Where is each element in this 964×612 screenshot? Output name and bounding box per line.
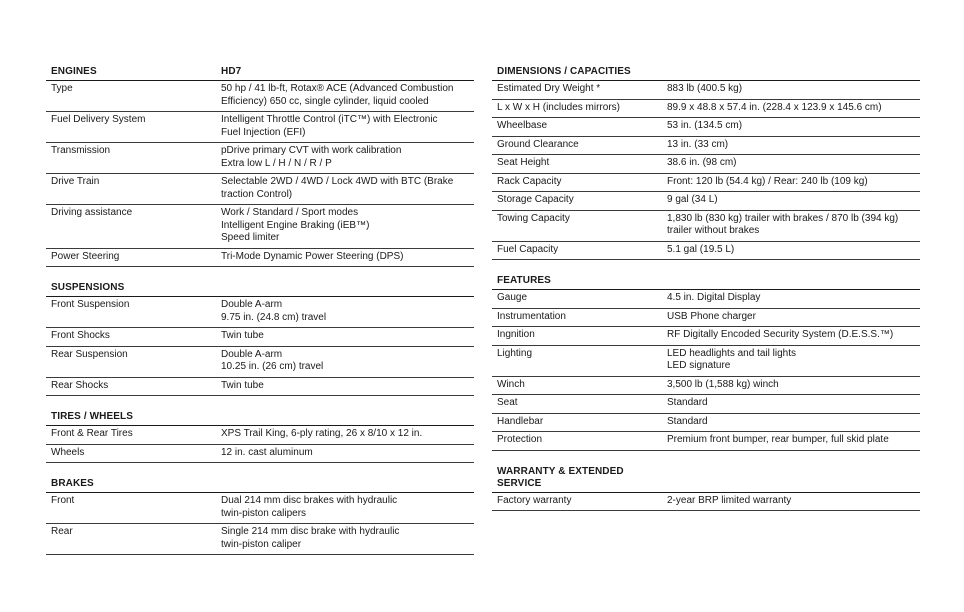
spec-section-warranty-extended-service xyxy=(492,464,920,512)
spec-label: Seat Height xyxy=(497,157,550,168)
spec-value: Standard xyxy=(667,415,708,427)
spec-value: LED headlights and tail lights LED signature xyxy=(667,347,796,371)
spec-label: Wheelbase xyxy=(497,120,548,131)
spec-label: Towing Capacity xyxy=(497,212,570,224)
spec-value: Premium front bumper, rear bumper, full skid plate xyxy=(667,434,889,445)
spec-label: L x W x H (includes mirrors) xyxy=(497,101,620,113)
spec-label: Drive Train xyxy=(51,176,100,187)
section-title: ENGINES xyxy=(51,66,97,77)
spec-row xyxy=(492,290,920,309)
spec-row xyxy=(492,327,920,346)
spec-row xyxy=(492,192,920,211)
spec-value: Intelligent Throttle Control (iTC™) with Electronic Fuel Injection (EFI) xyxy=(221,114,438,138)
spec-section-features xyxy=(492,273,920,451)
spec-row xyxy=(492,395,920,414)
spec-row xyxy=(492,100,920,119)
spec-value: 1,830 lb (830 kg) trailer with brakes / 870 lb (394 kg) trailer without brakes xyxy=(667,212,899,236)
spec-value: Standard xyxy=(667,397,708,408)
spec-row xyxy=(492,155,920,174)
spec-value: 13 in. (33 cm) xyxy=(667,138,729,150)
spec-row xyxy=(46,112,474,143)
spec-value: 3,500 lb (1,588 kg) winch xyxy=(667,378,779,390)
spec-value: Tri-Mode Dynamic Power Steering (DPS) xyxy=(221,250,404,262)
spec-value: 89.9 x 48.8 x 57.4 in. (228.4 x 123.9 x 145.6 cm) xyxy=(667,101,882,113)
section-subtitle: HD7 xyxy=(221,66,242,77)
spec-label: Transmission xyxy=(51,145,111,156)
spec-label: Rear Shocks xyxy=(51,379,109,391)
spec-row xyxy=(492,211,920,242)
section-subtitle xyxy=(221,411,469,423)
spec-row xyxy=(46,378,474,397)
spec-row xyxy=(492,174,920,193)
spec-row xyxy=(46,347,474,378)
spec-label: Gauge xyxy=(497,292,528,303)
section-subtitle xyxy=(667,66,915,78)
spec-value: RF Digitally Encoded Security System (D.E.S.S.™) xyxy=(667,329,894,340)
spec-value: Double A-arm 9.75 in. (24.8 cm) travel xyxy=(221,299,327,323)
spec-value: Work / Standard / Sport modes Intelligent Engine Braking (iEB™) Speed limiter xyxy=(221,207,370,243)
section-title: BRAKES xyxy=(51,478,94,489)
spec-value: Front: 120 lb (54.4 kg) / Rear: 240 lb (109 kg) xyxy=(667,175,868,187)
section-header xyxy=(492,64,920,81)
section-header xyxy=(46,476,474,493)
spec-value: Selectable 2WD / 4WD / Lock 4WD with BTC (Brake traction Control) xyxy=(221,176,454,200)
spec-row xyxy=(46,445,474,464)
spec-label: Power Steering xyxy=(51,250,120,262)
section-header xyxy=(46,409,474,426)
left-spec-column xyxy=(46,64,474,568)
spec-row xyxy=(46,426,474,445)
spec-value: 50 hp / 41 lb-ft, Rotax® ACE (Advanced Combustion Efficiency) 650 cc, single cylinder, liquid cooled xyxy=(221,83,454,107)
spec-row xyxy=(46,297,474,328)
spec-label: Fuel Capacity xyxy=(497,243,559,255)
section-title: FEATURES xyxy=(497,275,551,286)
spec-row xyxy=(46,143,474,174)
section-title: WARRANTY & EXTENDED SERVICE xyxy=(497,465,624,489)
spec-value: 2-year BRP limited warranty xyxy=(667,494,792,506)
spec-label: Protection xyxy=(497,434,543,445)
spec-value: 4.5 in. Digital Display xyxy=(667,292,761,303)
spec-value: pDrive primary CVT with work calibration Extra low L / H / N / R / P xyxy=(221,145,402,169)
spec-section-suspensions xyxy=(46,280,474,396)
section-subtitle xyxy=(221,478,469,490)
spec-label: Lighting xyxy=(497,347,533,359)
spec-value: 5.1 gal (19.5 L) xyxy=(667,243,735,255)
spec-value: Double A-arm 10.25 in. (26 cm) travel xyxy=(221,348,324,372)
section-title: TIRES / WHEELS xyxy=(51,411,133,422)
spec-row xyxy=(492,432,920,451)
spec-section-tires-wheels xyxy=(46,409,474,463)
section-subtitle xyxy=(221,282,469,294)
spec-row xyxy=(46,205,474,249)
spec-row xyxy=(492,309,920,328)
spec-section-dimensions-capacities xyxy=(492,64,920,260)
section-header xyxy=(46,64,474,81)
section-header xyxy=(492,464,920,493)
spec-label: Estimated Dry Weight * xyxy=(497,83,601,94)
section-header xyxy=(492,273,920,290)
spec-label: Driving assistance xyxy=(51,207,133,218)
spec-value: Twin tube xyxy=(221,379,264,391)
spec-value: USB Phone charger xyxy=(667,310,756,322)
spec-label: Seat xyxy=(497,397,518,408)
spec-section-brakes xyxy=(46,476,474,555)
spec-label: Ground Clearance xyxy=(497,138,579,150)
spec-label: Handlebar xyxy=(497,415,544,427)
spec-row xyxy=(46,328,474,347)
spec-row xyxy=(46,493,474,524)
spec-row xyxy=(492,377,920,396)
spec-label: Instrumentation xyxy=(497,310,566,322)
section-title: DIMENSIONS / CAPACITIES xyxy=(497,66,631,77)
spec-value: XPS Trail King, 6-ply rating, 26 x 8/10 x 12 in. xyxy=(221,428,423,439)
spec-value: Dual 214 mm disc brakes with hydraulic twin-piston calipers xyxy=(221,495,398,519)
section-header xyxy=(46,280,474,297)
spec-row xyxy=(492,137,920,156)
spec-label: Factory warranty xyxy=(497,494,572,506)
spec-row xyxy=(46,249,474,268)
spec-value: 53 in. (134.5 cm) xyxy=(667,120,743,131)
spec-label: Rack Capacity xyxy=(497,175,562,187)
spec-value: Twin tube xyxy=(221,330,264,341)
section-subtitle xyxy=(667,275,915,287)
spec-label: Front & Rear Tires xyxy=(51,428,133,439)
spec-label: Front Shocks xyxy=(51,330,110,341)
spec-row xyxy=(492,242,920,261)
spec-value: 38.6 in. (98 cm) xyxy=(667,157,737,168)
spec-row xyxy=(492,493,920,512)
section-subtitle xyxy=(667,466,915,490)
right-spec-column xyxy=(492,64,920,524)
spec-section-engines xyxy=(46,64,474,267)
spec-label: Front xyxy=(51,495,75,506)
spec-row xyxy=(46,174,474,205)
spec-value: 9 gal (34 L) xyxy=(667,194,718,205)
spec-label: Front Suspension xyxy=(51,299,130,310)
spec-value: 883 lb (400.5 kg) xyxy=(667,83,743,94)
spec-label: Type xyxy=(51,83,73,94)
spec-row xyxy=(46,81,474,112)
spec-label: Rear xyxy=(51,526,73,537)
spec-row xyxy=(492,414,920,433)
spec-label: Ingnition xyxy=(497,329,535,340)
spec-value: 12 in. cast aluminum xyxy=(221,446,313,458)
spec-row xyxy=(492,346,920,377)
spec-label: Wheels xyxy=(51,446,85,458)
spec-label: Fuel Delivery System xyxy=(51,114,146,125)
spec-row xyxy=(492,81,920,100)
spec-value: Single 214 mm disc brake with hydraulic twin-piston caliper xyxy=(221,526,400,550)
spec-label: Rear Suspension xyxy=(51,348,128,360)
spec-label: Winch xyxy=(497,378,525,390)
spec-row xyxy=(492,118,920,137)
section-title: SUSPENSIONS xyxy=(51,282,125,293)
spec-label: Storage Capacity xyxy=(497,194,574,205)
spec-row xyxy=(46,524,474,555)
